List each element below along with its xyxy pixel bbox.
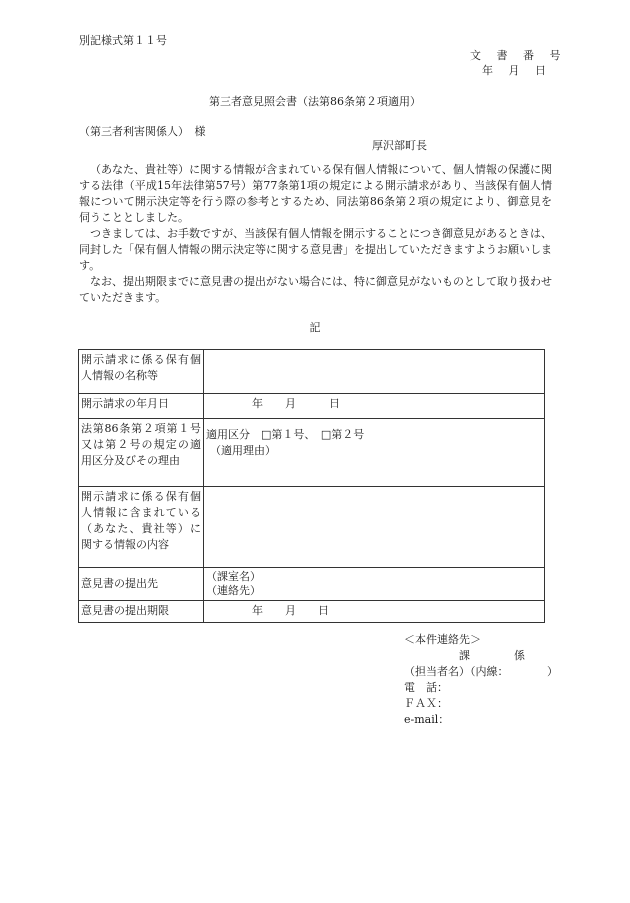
contact-email: e-mail： — [404, 713, 450, 726]
request-date-text: 年 月 日 — [252, 397, 340, 410]
law-classification-label: 法第86条第２項第１号又は第２号の規定の適用区分及びその理由 — [79, 419, 204, 487]
contact-tel: 電 話： — [404, 681, 448, 694]
request-date-value[interactable] — [204, 394, 545, 419]
contact-department: 課 係 — [404, 649, 525, 662]
contact-fax: ＦＡＸ： — [404, 697, 448, 710]
info-content-label: 開示請求に係る保有個人情報に含まれている（あなた、貴社等）に関する情報の内容 — [79, 487, 204, 568]
table-row — [79, 568, 545, 601]
sender: 厚沢部町長 — [372, 139, 427, 152]
submission-destination-value[interactable] — [204, 568, 545, 601]
form-number: 別記様式第１１号 — [79, 34, 167, 47]
contact-block — [404, 632, 558, 728]
table-row — [79, 601, 545, 623]
table-row — [79, 487, 545, 568]
submission-destination-label: 意見書の提出先 — [79, 568, 204, 601]
info-table — [78, 349, 545, 623]
addressee: （第三者利害関係人） 様 — [79, 125, 206, 138]
submission-deadline-text: 年 月 日 — [252, 604, 329, 617]
request-info-name-value[interactable] — [204, 350, 545, 394]
request-info-name-label: 開示請求に係る保有個人情報の名称等 — [79, 350, 204, 394]
classification-reason-label: （適用理由） — [210, 444, 276, 457]
classification-options: 適用区分 □第１号、 □第２号 — [206, 428, 365, 441]
info-content-value[interactable] — [204, 487, 545, 568]
document-title: 第三者意見照会書（法第86条第２項適用） — [209, 95, 421, 108]
table-row — [79, 394, 545, 419]
contact-heading: ＜本件連絡先＞ — [404, 633, 481, 646]
table-row — [79, 419, 545, 487]
department-name-label: （課室名） — [206, 570, 261, 583]
body-paragraph: つきましては、お手数ですが、当該保有個人情報を開示することにつき御意見があるときは、同封した「保有個人情報の開示決定等に関する意見書」を提出していただきますようお願いします。 — [79, 227, 552, 272]
submission-deadline-value[interactable] — [204, 601, 545, 623]
ki-marker: 記 — [309, 321, 321, 334]
contact-info-label: （連絡先） — [206, 584, 261, 597]
request-date-label: 開示請求の年月日 — [79, 394, 204, 419]
law-classification-value[interactable] — [204, 419, 545, 487]
submission-deadline-label: 意見書の提出期限 — [79, 601, 204, 623]
body-paragraph: なお、提出期限までに意見書の提出がない場合には、特に御意見がないものとして取り扱わせていただきます。 — [79, 275, 552, 304]
document-date-label: 年 月 日 — [482, 64, 552, 77]
document-number-label: 文 書 番 号 — [470, 49, 567, 62]
table-row — [79, 350, 545, 394]
contact-person: （担当者名）（内線： ） — [404, 665, 558, 678]
body-text — [79, 162, 552, 306]
body-paragraph: （あなた、貴社等）に関する情報が含まれている保有個人情報について、個人情報の保護に関する法律（平成15年法律第57号）第77条第1項の規定による開示請求があり、当該保有個人情報について開示決定等を行う際の参考とするため、同法第86条第２項の規定により、御意見を伺うこととしました。 — [79, 163, 552, 224]
